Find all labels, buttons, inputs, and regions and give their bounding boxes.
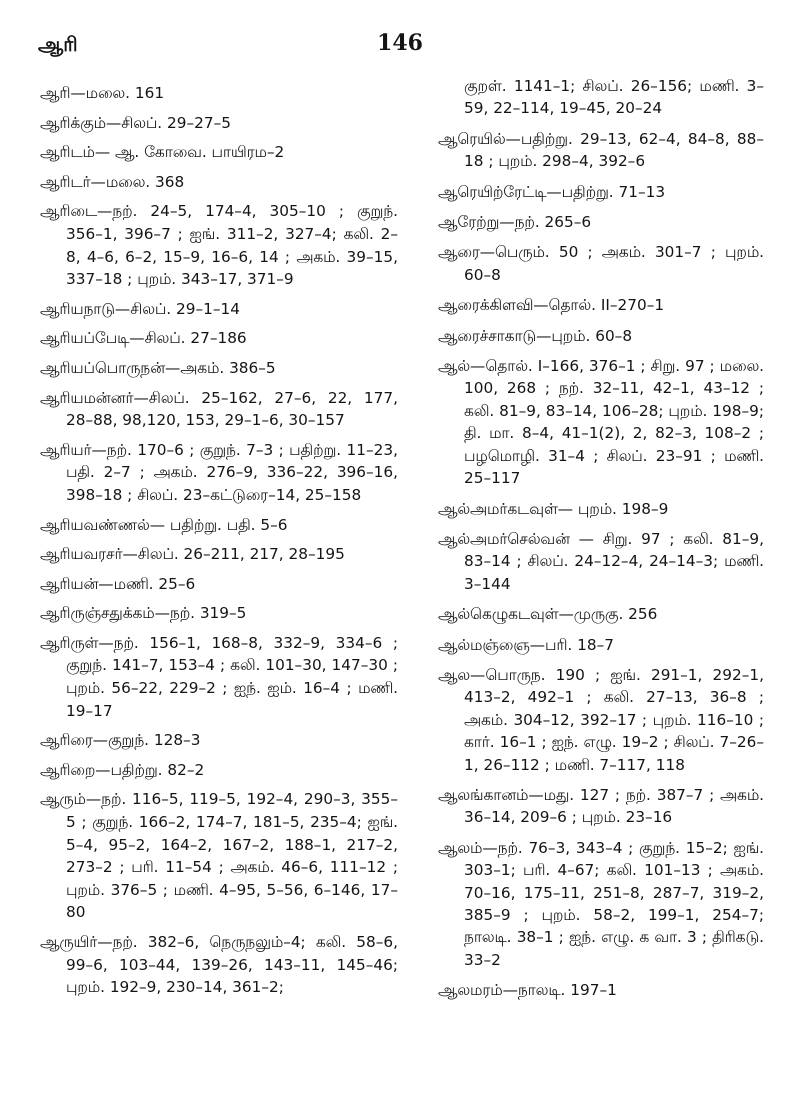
index-entry: ஆலம்—நற். 76–3, 343–4 ; குறுந். 15–2; ஐங். 303–1; பரி. 4–67; கலி. 101–13 ; அகம். 70–16, 175–11, 251–8, 287–7, 319–2, 385–9 ; புறம். 58–2, 199–1, 254–7; நாலடி. 38–1 ; ஐந். எழு. க வா. 3 ; திரிகடு. 33–2 xyxy=(438,838,764,969)
index-entry: ஆரும்—நற். 116–5, 119–5, 192–4, 290–3, 355–5 ; குறுந். 166–2, 174–7, 181–5, 235–4; ஐங். 5–4, 95–2, 164–2, 167–2, 188–1, 217–2, 273–2 ; பரி. 11–54 ; அகம். 46–6, 111–12 ; புறம். 376–5 ; மணி. 4–95, 5–56, 6–146, 17–80 xyxy=(40,790,398,922)
page-header xyxy=(0,30,800,60)
index-entry-continuation: குறள். 1141–1; சிலப். 26–156; மணி. 3–59, 22–114, 19–45, 20–24 xyxy=(464,77,764,118)
index-entry: ஆரியவரசர்—சிலப். 26–211, 217, 28–195 xyxy=(40,545,345,564)
index-entry: ஆரிரை—குறுந். 128–3 xyxy=(40,731,201,750)
index-entry: ஆரேற்று—நற். 265–6 xyxy=(438,213,592,232)
index-entry: ஆரியப்பொருநன்—அகம். 386–5 xyxy=(40,358,276,377)
index-entry: ஆரிறை—பதிற்று. 82–2 xyxy=(40,760,205,779)
index-entry: ஆரியவண்ணல்— பதிற்று. பதி. 5–6 xyxy=(40,515,288,534)
index-entry: ஆரிடை—நற். 24–5, 174–4, 305–10 ; குறுந். 356–1, 396–7 ; ஐங். 311–2, 327–4; கலி. 2–8, 4–6, 6–2, 15–9, 16–6, 14 ; அகம். 39–15, 337–18 ; புறம். 343–17, 371–9 xyxy=(40,202,398,289)
index-entry: ஆரிருள்—நற். 156–1, 168–8, 332–9, 334–6 ; குறுந். 141–7, 153–4 ; கலி. 101–30, 147–30 ; புறம். 56–22, 229–2 ; ஐந். ஐம். 16–4 ; மணி. 19–17 xyxy=(40,633,398,720)
index-entry: ஆரிருஞ்சதுக்கம்—நற். 319–5 xyxy=(40,604,247,623)
index-entry: ஆல்அமர்செல்வன் — சிறு. 97 ; கலி. 81–9, 83–14 ; சிலப். 24–12–4, 24–14–3; மணி. 3–144 xyxy=(438,529,764,593)
index-entry: ஆருயிர்—நற். 382–6, நெருநலும்–4; கலி. 58–6, 99–6, 103–44, 139–26, 143–11, 145–46; புறம். 192–9, 230–14, 361–2; xyxy=(40,933,398,997)
index-entry: ஆரை—பெரும். 50 ; அகம். 301–7 ; புறம். 60–8 xyxy=(438,243,764,284)
index-entry: ஆல்மஞ்ஞை—பரி. 18–7 xyxy=(438,635,614,654)
index-entry: ஆரியநாடு—சிலப். 29–1–14 xyxy=(40,299,240,318)
index-entry: ஆல்—தொல். I–166, 376–1 ; சிறு. 97 ; மலை. 100, 268 ; நற். 32–11, 42–1, 43–12 ; கலி. 81–9, 83–14, 106–28; புறம். 198–9; தி. மா. 8–4, 41–1(2), 2, 82–3, 108–2 ; பழமொழி. 31–4 ; சிலப். 23–91 ; மணி. 25–117 xyxy=(438,357,764,488)
right-column xyxy=(438,75,764,1010)
index-entry: ஆல—பொருந. 190 ; ஐங். 291–1, 292–1, 413–2, 492–1 ; கலி. 27–13, 36–8 ; அகம். 304–12, 392–17 ; புறம். 116–10 ; கார். 16–1 ; ஐந். எழு. 19–2 ; சிலப். 7–26–1, 26–112 ; மணி. 7–117, 118 xyxy=(438,665,764,774)
index-entry: ஆரைக்கிளவி—தொல். II–270–1 xyxy=(438,296,665,315)
index-entry: ஆரிக்கும்—சிலப். 29–27–5 xyxy=(40,113,231,132)
index-entry: ஆரியர்—நற். 170–6 ; குறுந். 7–3 ; பதிற்று. 11–23, பதி. 2–7 ; அகம். 276–9, 336–22, 396–16, 398–18 ; சிலப். 23–கட்டுரை–14, 25–158 xyxy=(40,440,398,504)
index-entry: ஆலங்கானம்—மது. 127 ; நற். 387–7 ; அகம். 36–14, 209–6 ; புறம். 23–16 xyxy=(438,785,764,827)
index-entry: ஆரெயிற்ரேட்டி—பதிற்று. 71–13 xyxy=(438,182,666,201)
index-entry: ஆரைச்சாகாடு—புறம். 60–8 xyxy=(438,326,633,345)
page-number: 146 xyxy=(377,30,423,56)
index-entry: ஆரிடர்—மலை. 368 xyxy=(40,172,185,191)
index-entry: ஆரிடம்— ஆ. கோவை. பாயிரம–2 xyxy=(40,143,285,162)
index-entry: ஆரெயில்—பதிற்று. 29–13, 62–4, 84–8, 88–18 ; புறம். 298–4, 392–6 xyxy=(438,129,764,171)
index-entry: ஆரியப்பேடி—சிலப். 27–186 xyxy=(40,329,247,348)
index-entry: ஆரியன்—மணி. 25–6 xyxy=(40,574,196,593)
index-entry: ஆல்அமர்கடவுள்— புறம். 198–9 xyxy=(438,499,669,518)
left-column xyxy=(40,82,398,1006)
index-entry: ஆரியமன்னர்—சிலப். 25–162, 27–6, 22, 177, 28–88, 98,120, 153, 29–1–6, 30–157 xyxy=(40,388,398,430)
running-head: ஆரி xyxy=(38,32,78,56)
index-entry: ஆரி—மலை. 161 xyxy=(40,84,165,102)
index-entry: ஆல்கெழுகடவுள்—முருகு. 256 xyxy=(438,605,658,624)
index-entry: ஆலமரம்—நாலடி. 197–1 xyxy=(438,981,617,1000)
